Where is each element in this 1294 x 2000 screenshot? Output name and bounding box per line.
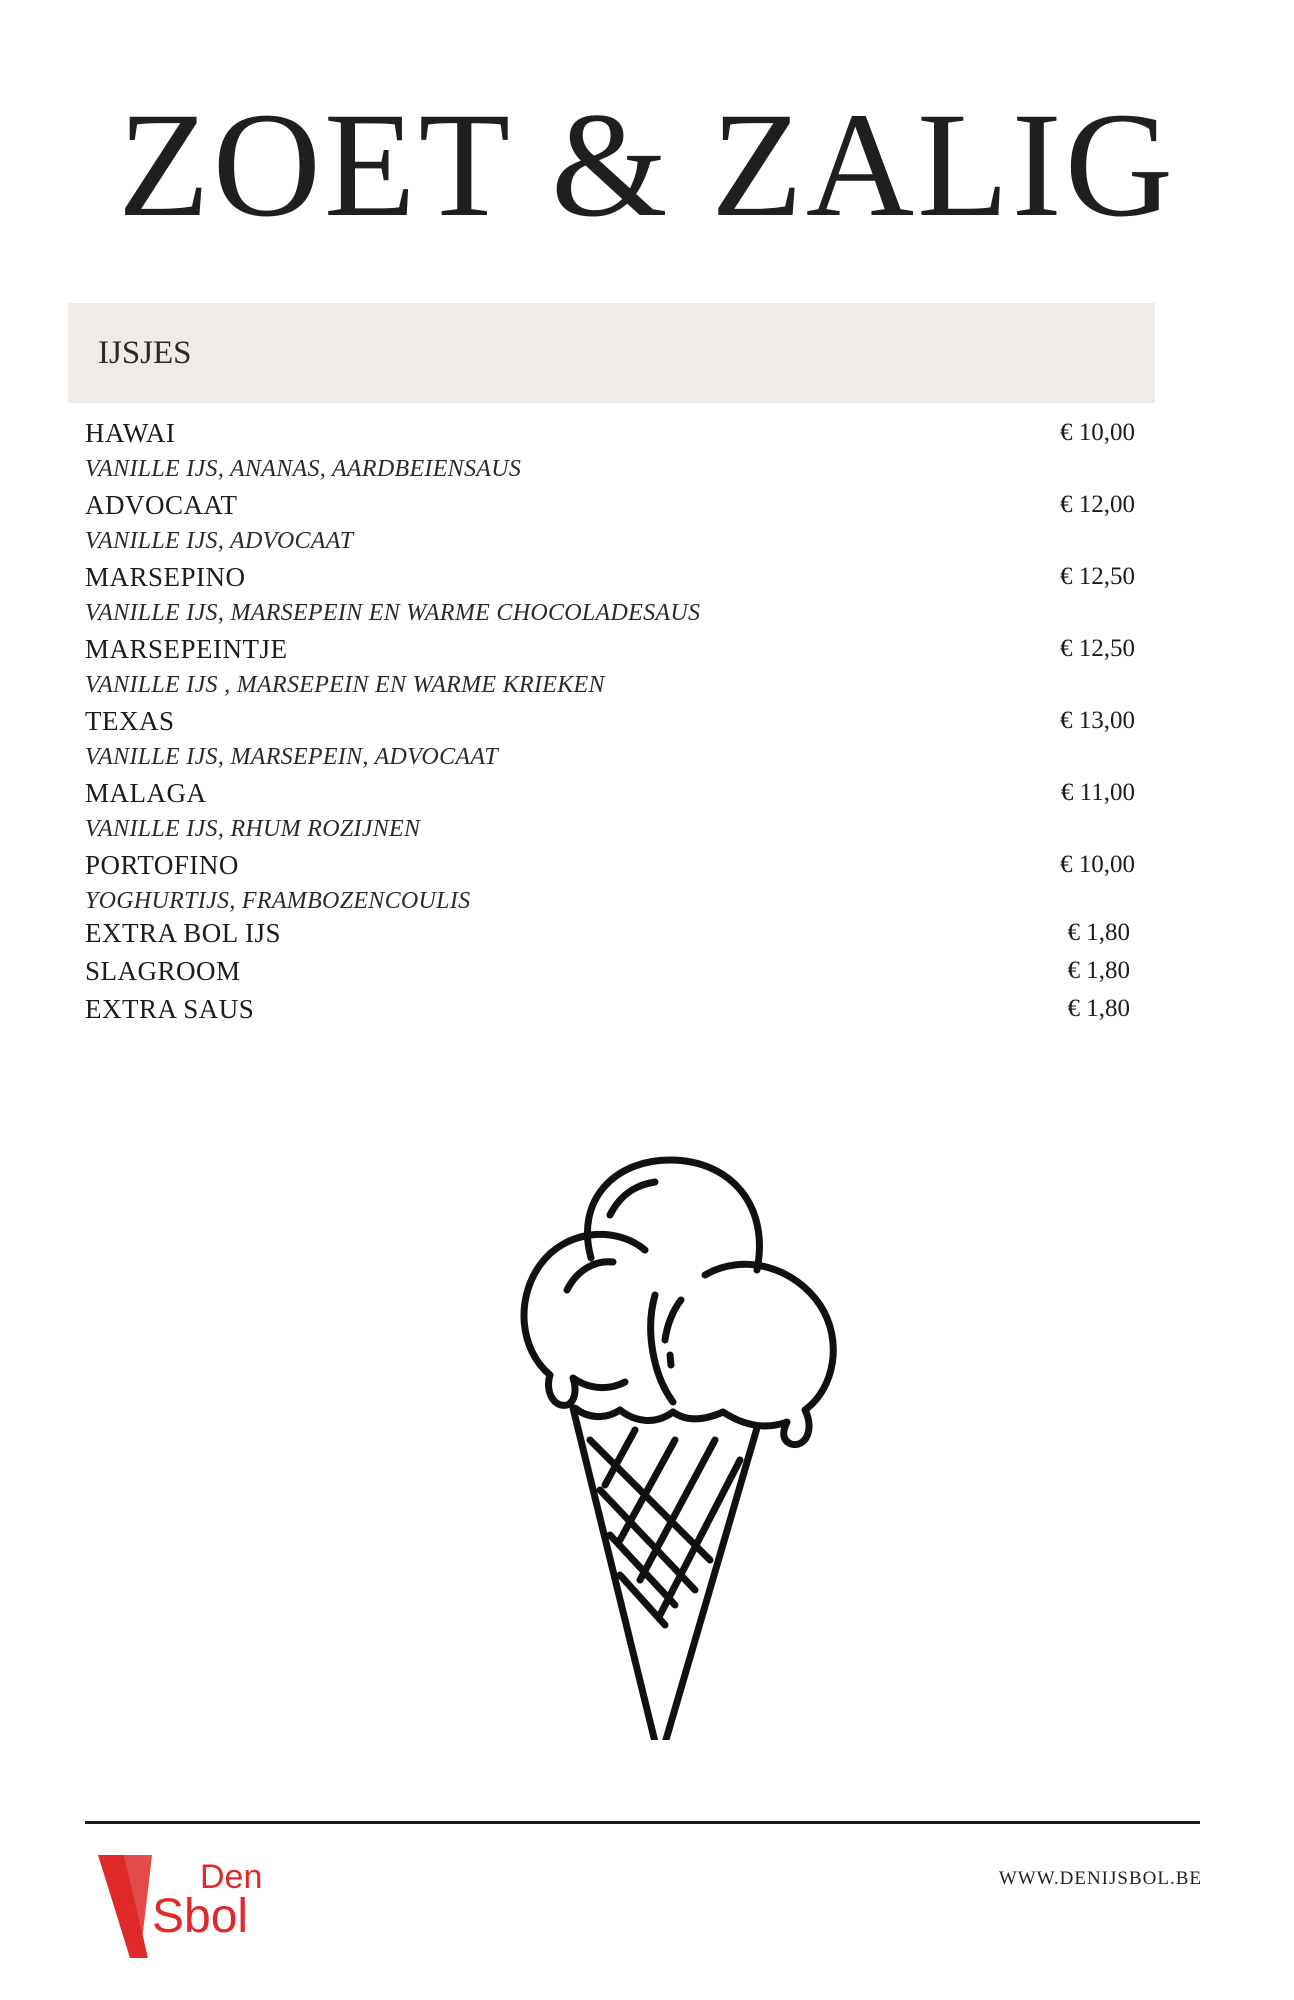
extra-item (85, 915, 1130, 953)
ice-cream-cone-icon (495, 1140, 855, 1740)
menu-item (85, 847, 1135, 919)
item-name: ADVOCAAT (85, 490, 238, 520)
menu-item (85, 703, 1135, 775)
menu-item (85, 415, 1135, 487)
item-description: VANILLE IJS, MARSEPEIN, ADVOCAAT (85, 744, 499, 770)
item-price: € 10,00 (1060, 851, 1135, 878)
item-price: € 13,00 (1060, 707, 1135, 734)
item-price: € 12,50 (1060, 635, 1135, 662)
extra-price: € 1,80 (1067, 957, 1130, 984)
section-title: IJSJES (98, 335, 192, 371)
menu-list (85, 415, 1135, 919)
extra-name: EXTRA SAUS (85, 994, 255, 1024)
item-name: MALAGA (85, 778, 207, 808)
website-url: WWW.DENIJSBOL.BE (998, 1868, 1202, 1889)
brand-logo-mark (90, 1830, 320, 1980)
item-description: VANILLE IJS, ANANAS, AARDBEIENSAUS (85, 456, 522, 482)
item-description: VANILLE IJS, MARSEPEIN EN WARME CHOCOLADESAUS (85, 600, 701, 626)
item-price: € 12,50 (1060, 563, 1135, 590)
extra-name: SLAGROOM (85, 956, 241, 986)
footer-divider (85, 1821, 1200, 1824)
item-name: PORTOFINO (85, 850, 239, 880)
item-price: € 10,00 (1060, 419, 1135, 446)
item-name: HAWAI (85, 418, 176, 448)
item-description: VANILLE IJS , MARSEPEIN EN WARME KRIEKEN (85, 672, 605, 698)
extra-price: € 1,80 (1067, 919, 1130, 946)
item-price: € 11,00 (1060, 779, 1135, 806)
extra-price: € 1,80 (1067, 995, 1130, 1022)
logo-text-bottom: Sbol (152, 1890, 249, 1943)
extra-item (85, 953, 1130, 991)
item-description: YOGHURTIJS, FRAMBOZENCOULIS (85, 888, 471, 914)
item-description: VANILLE IJS, ADVOCAAT (85, 528, 354, 554)
extra-name: EXTRA BOL IJS (85, 918, 282, 948)
section-header (68, 303, 1155, 403)
item-name: TEXAS (85, 706, 175, 736)
page-title: ZOET & ZALIG (117, 82, 1177, 248)
brand-logo (90, 1830, 320, 1985)
menu-item (85, 775, 1135, 847)
logo-text-top: Den (200, 1858, 263, 1896)
item-price: € 12,00 (1060, 491, 1135, 518)
menu-item (85, 631, 1135, 703)
extra-item (85, 991, 1130, 1029)
item-name: MARSEPINO (85, 562, 246, 592)
item-description: VANILLE IJS, RHUM ROZIJNEN (85, 816, 421, 842)
menu-item (85, 487, 1135, 559)
extras-list (85, 915, 1130, 1029)
item-name: MARSEPEINTJE (85, 634, 288, 664)
menu-item (85, 559, 1135, 631)
